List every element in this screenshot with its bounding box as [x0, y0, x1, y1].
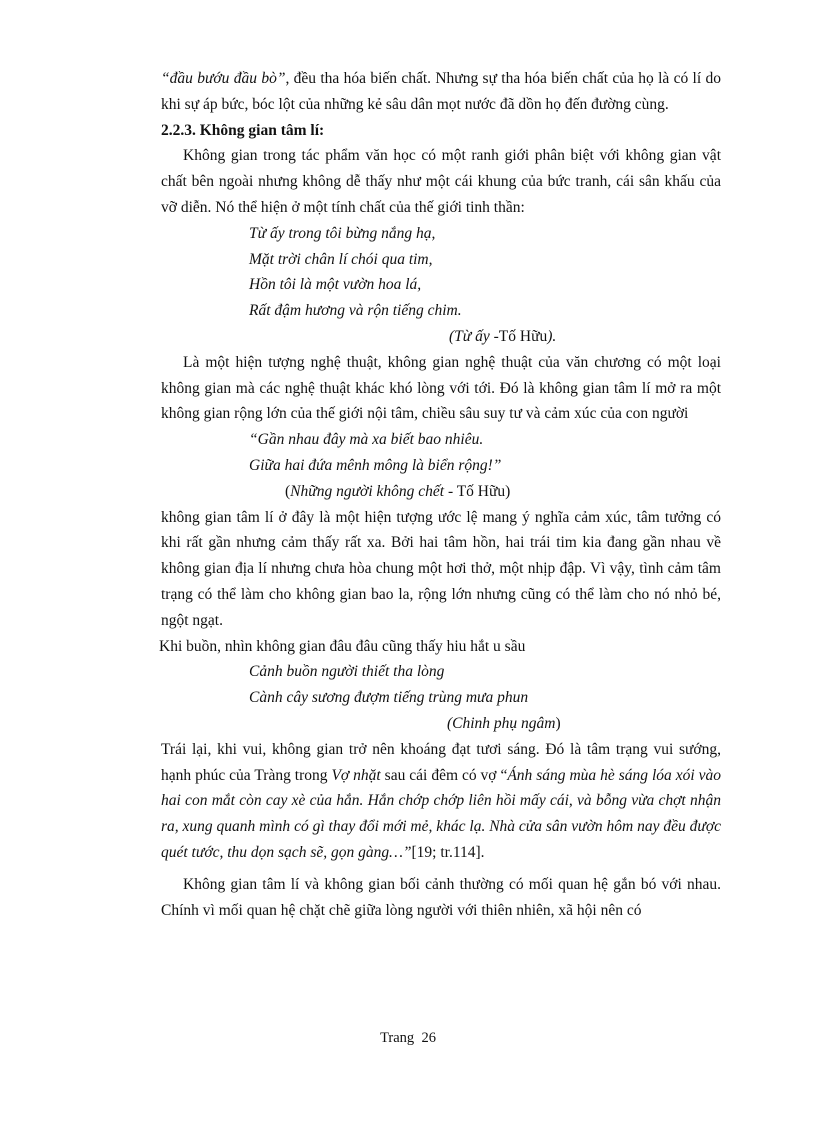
source-title: Những người không chết	[290, 482, 445, 500]
paragraph-1: Không gian trong tác phẩm văn học có một ranh giới phân biệt với không gian vật chất bên ngoài nhưng không dễ thấy như một cái khung của bức tranh, cái sân khấu của vỡ diễn. Nó thể hiện ở một tính chất của thế giới tinh thần:	[161, 147, 721, 216]
page-number: 26	[421, 1030, 436, 1046]
paragraph-3: không gian tâm lí ở đây là một hiện tượng ước lệ mang ý nghĩa cảm xúc, tâm tưởng có khi rất gần nhưng cảm thấy rất xa. Bởi hai tâm hồn, hai trái tim kia đang gần nhau về không gian địa lí nhưng chưa hòa chung một hơi thở, một nhịp đập. Vì vậy, tình cảm tâm trạng có thể làm cho không gian bao la, rộng lớn nhưng cũng có thể làm cho nó nhỏ bé, ngột ngạt.	[161, 508, 721, 629]
poem-line: Giữa hai đứa mênh mông là biển rộng!”	[249, 456, 502, 474]
paragraph-intro	[161, 66, 721, 118]
poem-line: Rất đậm hương và rộn tiếng chim.	[249, 302, 462, 320]
source-author: - Tố Hữu)	[444, 482, 511, 500]
section-heading: 2.2.3. Không gian tâm lí:	[161, 121, 325, 139]
poem-line: Cảnh buồn người thiết tha lòng	[249, 663, 445, 681]
paragraph-5	[161, 737, 721, 866]
quoted-passage: Ánh sáng mùa hè sáng lóa xói vào hai con mắt còn cay xè của hắn. Hắn chớp chớp liên hồi mấy cái, và bỗng vừa chợt nhận ra, xung quanh mình có gì thay đổi mới mẻ, khác lạ. Nhà cửa sân vườn hôm nay đều được quét tước, thu dọn sạch sẽ, gọn gàng…”	[161, 766, 722, 861]
page-footer	[0, 1030, 816, 1047]
source-close: ).	[547, 327, 557, 345]
poem-source	[449, 324, 721, 350]
source-close: )	[555, 714, 561, 732]
work-title: Vợ nhặt	[331, 766, 381, 784]
poem-line: Mặt trời chân lí chói qua tim,	[249, 250, 433, 268]
paragraph-5-text: sau cái đêm có vợ “	[380, 766, 508, 784]
poem-source	[447, 711, 721, 737]
paragraph-5-text: Trái lại, khi vui, không gian trở nên khoáng đạt tươi sáng. Đó là tâm trạng vui sướng, hạnh phúc của Tràng trong	[161, 740, 721, 784]
citation: [19; tr.114].	[411, 843, 485, 861]
source-open: (	[285, 482, 291, 500]
poem-line: “Gần nhau đây mà xa biết bao nhiêu.	[249, 431, 484, 449]
poem-line: Hồn tôi là một vườn hoa lá,	[249, 276, 422, 294]
paragraph-intro-text: , đều tha hóa biến chất. Nhưng sự tha hóa biến chất của họ là có lí do khi sự áp bức, bóc lột của những kẻ sâu dân mọt nước đã dồn họ đến đường cùng.	[161, 70, 721, 113]
source-title: Từ ấy	[454, 327, 490, 345]
poem-line: Cành cây sương đượm tiếng trùng mưa phun	[249, 689, 529, 707]
poem-tu-ay	[249, 221, 721, 350]
page-body	[161, 66, 721, 923]
paragraph-2: Là một hiện tượng nghệ thuật, không gian nghệ thuật của văn chương có một loại không gian mà các nghệ thuật khác khó lòng với tới. Đó là không gian tâm lí mở ra một không gian rộng lớn của thế giới nội tâm, chiều sâu suy tư và cảm xúc của con người	[161, 353, 721, 423]
poem-line: Từ ấy trong tôi bừng nắng hạ,	[249, 224, 436, 242]
poem-chinh-phu-ngam	[249, 659, 721, 736]
poem-source	[285, 479, 721, 505]
paragraph-4: Khi buồn, nhìn không gian đâu đâu cũng thấy hiu hắt u sầu	[159, 637, 526, 655]
footer-label: Trang	[380, 1030, 415, 1046]
source-title: (Chinh phụ ngâm	[447, 714, 556, 732]
paragraph-6: Không gian tâm lí và không gian bối cảnh thường có mối quan hệ gắn bó với nhau. Chính vì mối quan hệ chặt chẽ giữa lòng người với thiên nhiên, xã hội nên có	[161, 875, 721, 919]
source-author: -Tố Hữu	[489, 327, 548, 345]
source-open: (	[449, 327, 455, 345]
quote-phrase: “đầu bướu đầu bò”	[161, 70, 286, 87]
poem-nhung-nguoi-khong-chet	[249, 427, 721, 479]
